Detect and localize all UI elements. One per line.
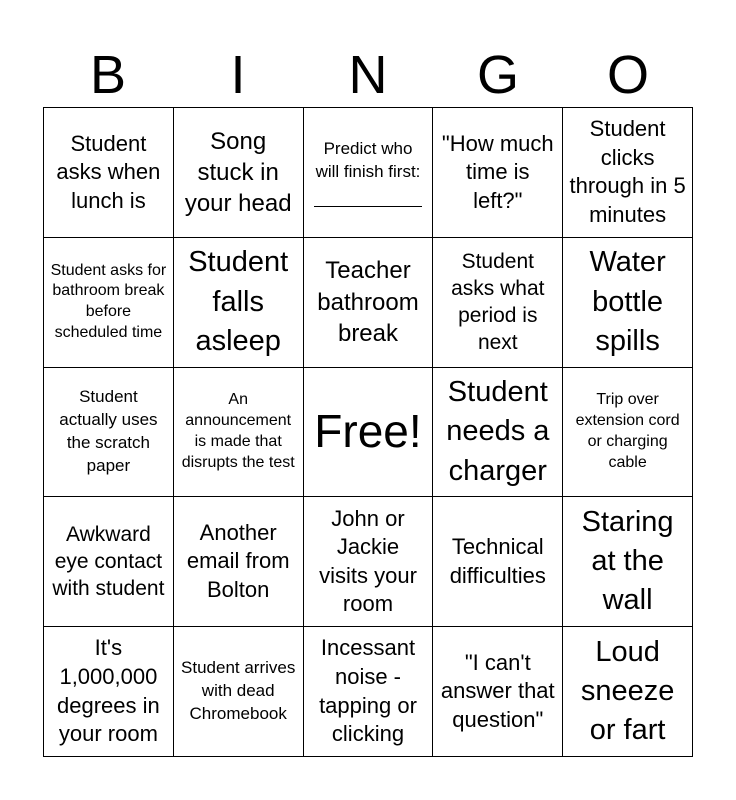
cell-text: Teacher bathroom break (317, 257, 419, 347)
cell-text: Another email from Bolton (186, 519, 290, 603)
cell-text: Student actually uses the scratch paper (59, 387, 158, 475)
bingo-cell[interactable] (44, 368, 174, 498)
bingo-cell[interactable] (174, 368, 304, 498)
cell-text: Student falls asleep (188, 246, 289, 357)
cell-text: Song stuck in your head (184, 127, 292, 217)
cell-text: Student needs a charger (446, 376, 550, 487)
cell-text: Trip over extension cord or charging cable (575, 391, 680, 471)
bingo-cell[interactable] (563, 368, 693, 498)
cell-text: Staring at the wall (581, 506, 674, 617)
bingo-grid (43, 107, 693, 757)
header-letter-o: O (606, 45, 649, 105)
bingo-cell[interactable] (563, 627, 693, 757)
cell-text: Predict who will finish first: (315, 138, 421, 181)
bingo-cell[interactable] (563, 497, 693, 627)
cell-text: Water bottle spills (589, 246, 666, 357)
bingo-header (43, 44, 693, 106)
bingo-cell[interactable] (304, 108, 434, 238)
bingo-cell[interactable] (174, 238, 304, 368)
bingo-cell[interactable] (433, 627, 563, 757)
bingo-cell[interactable] (563, 108, 693, 238)
free-space-text: Free! (314, 405, 422, 458)
cell-text: "I can't answer that question" (440, 649, 555, 732)
header-letter-i: I (230, 45, 246, 105)
cell-text: Student asks when lunch is (56, 130, 161, 213)
cell-text: Student asks what period is next (451, 249, 545, 355)
bingo-cell[interactable] (174, 497, 304, 627)
cell-text: An announcement is made that disrupts the test (181, 391, 295, 471)
bingo-cell[interactable] (174, 108, 304, 238)
cell-text: It's 1,000,000 degrees in your room (57, 635, 160, 747)
bingo-cell[interactable] (563, 238, 693, 368)
header-letter-n: N (348, 45, 388, 105)
cell-text: Student clicks through in 5 minutes (569, 116, 686, 227)
bingo-cell[interactable] (44, 108, 174, 238)
bingo-cell[interactable] (433, 108, 563, 238)
bingo-cell[interactable] (304, 238, 434, 368)
bingo-cell[interactable] (304, 627, 434, 757)
bingo-cell[interactable] (433, 497, 563, 627)
cell-text: Student asks for bathroom break before scheduled time (50, 261, 167, 341)
write-in-blank-line (314, 186, 422, 207)
free-space-cell[interactable] (304, 368, 434, 498)
cell-text: Student arrives with dead Chromebook (181, 658, 296, 724)
cell-text: Awkward eye contact with student (52, 522, 165, 601)
cell-text: "How much time is left?" (441, 130, 554, 213)
cell-text: Loud sneeze or fart (580, 635, 675, 747)
bingo-cell[interactable] (433, 368, 563, 498)
bingo-cell[interactable] (174, 627, 304, 757)
bingo-cell[interactable] (44, 497, 174, 627)
bingo-cell[interactable] (44, 627, 174, 757)
header-letter-g: G (476, 45, 519, 105)
bingo-cell[interactable] (304, 497, 434, 627)
bingo-cell[interactable] (433, 238, 563, 368)
cell-text: Incessant noise - tapping or clicking (319, 635, 417, 747)
bingo-cell[interactable] (44, 238, 174, 368)
header-letter-b: B (89, 45, 127, 105)
cell-text: Technical difficulties (449, 534, 546, 588)
cell-text: John or Jackie visits your room (319, 505, 417, 617)
